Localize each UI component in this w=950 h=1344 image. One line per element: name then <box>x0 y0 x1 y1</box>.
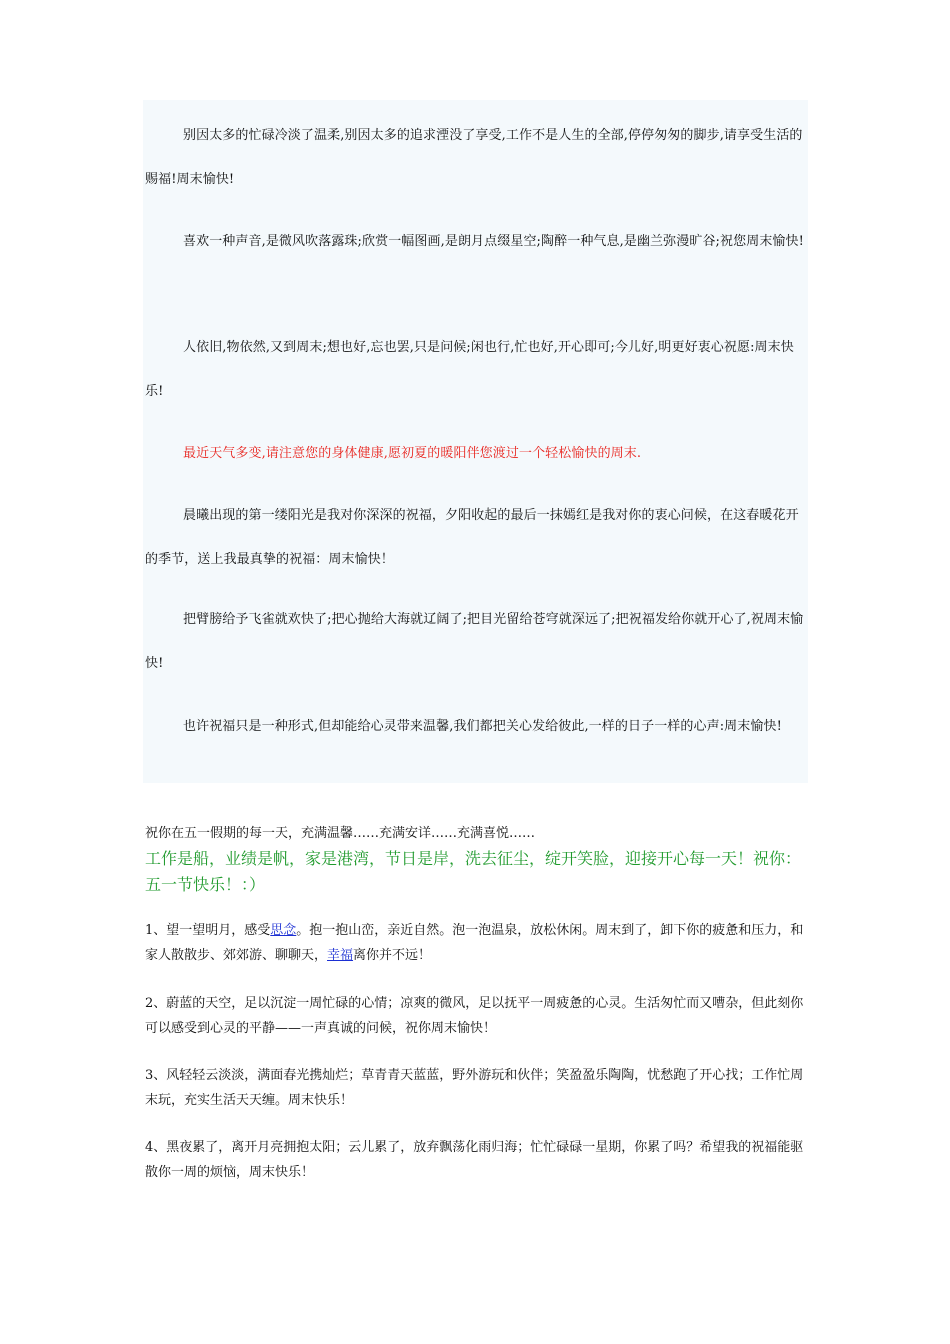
list-item-1-text-c: 离你并不远！ <box>353 948 432 963</box>
paragraph-5: 把臂膀给予飞雀就欢快了;把心抛给大海就辽阔了;把目光留给苍穹就深远了;把祝福发给你就开心了,祝周末愉快! <box>145 612 804 671</box>
paragraph-6: 也许祝福只是一种形式,但却能给心灵带来温馨,我们都把关心发给彼此,一样的日子一样的心声:周末愉快! <box>183 719 782 734</box>
list-item-1 <box>145 918 810 968</box>
list-item-1-text-b: 。抱一抱山峦，亲近自然。泡一泡温泉，放松休闲。周末到了，卸下你的疲惫和压力，和家人散散步、郊郊游、聊聊天， <box>145 923 804 963</box>
paragraph-2: 喜欢一种声音,是微风吹落露珠;欣赏一幅图画,是朗月点缀星空;陶醉一种气息,是幽兰弥漫旷谷;祝您周末愉快! <box>183 234 804 249</box>
list-item-4: 4、黑夜累了，离开月亮拥抱太阳；云儿累了，放弃飘荡化雨归海；忙忙碌碌一星期，你累了吗？希望我的祝福能驱散你一周的烦恼，周末快乐！ <box>145 1140 804 1180</box>
list-item-2: 2、蔚蓝的天空，足以沉淀一周忙碌的心情；凉爽的微风，足以抚平一周疲惫的心灵。生活匆忙而又嘈杂，但此刻你可以感受到心灵的平静——一声真诚的问候，祝你周末愉快！ <box>145 996 804 1036</box>
paragraph-weather-red: 最近天气多变,请注意您的身体健康,愿初夏的暖阳伴您渡过一个轻松愉快的周末. <box>183 446 642 461</box>
paragraph-4: 晨曦出现的第一缕阳光是我对你深深的祝福，夕阳收起的最后一抹嫣红是我对你的衷心问候，在这春暖花开的季节，送上我最真挚的祝福：周末愉快！ <box>145 508 799 567</box>
link-si-nian[interactable]: 思念 <box>270 923 297 938</box>
paragraph-3: 人依旧,物依然,又到周末;想也好,忘也罢,只是问候;闲也行,忙也好,开心即可;今儿好,明更好衷心祝愿:周末快乐! <box>145 340 794 399</box>
green-greeting: 工作是船，业绩是帆，家是港湾，节日是岸，洗去征尘，绽开笑脸，迎接开心每一天！祝你：五一节快乐！：） <box>145 849 802 894</box>
may-day-line: 祝你在五一假期的每一天，充满温馨……充满安详……充满喜悦…… <box>145 826 536 841</box>
link-xing-fu[interactable]: 幸福 <box>327 948 354 963</box>
list-item-1-text-a: 1、望一望明月，感受 <box>145 923 271 938</box>
paragraph-1: 别因太多的忙碌冷淡了温柔,别因太多的追求湮没了享受,工作不是人生的全部,停停匆匆的脚步,请享受生活的赐福!周末愉快! <box>145 128 803 187</box>
list-item-3: 3、风轻轻云淡淡，满面春光携灿烂；草青青天蓝蓝，野外游玩和伙伴；笑盈盈乐陶陶，忧愁跑了开心找；工作忙周末玩，充实生活天天缠。周末快乐！ <box>145 1068 804 1108</box>
